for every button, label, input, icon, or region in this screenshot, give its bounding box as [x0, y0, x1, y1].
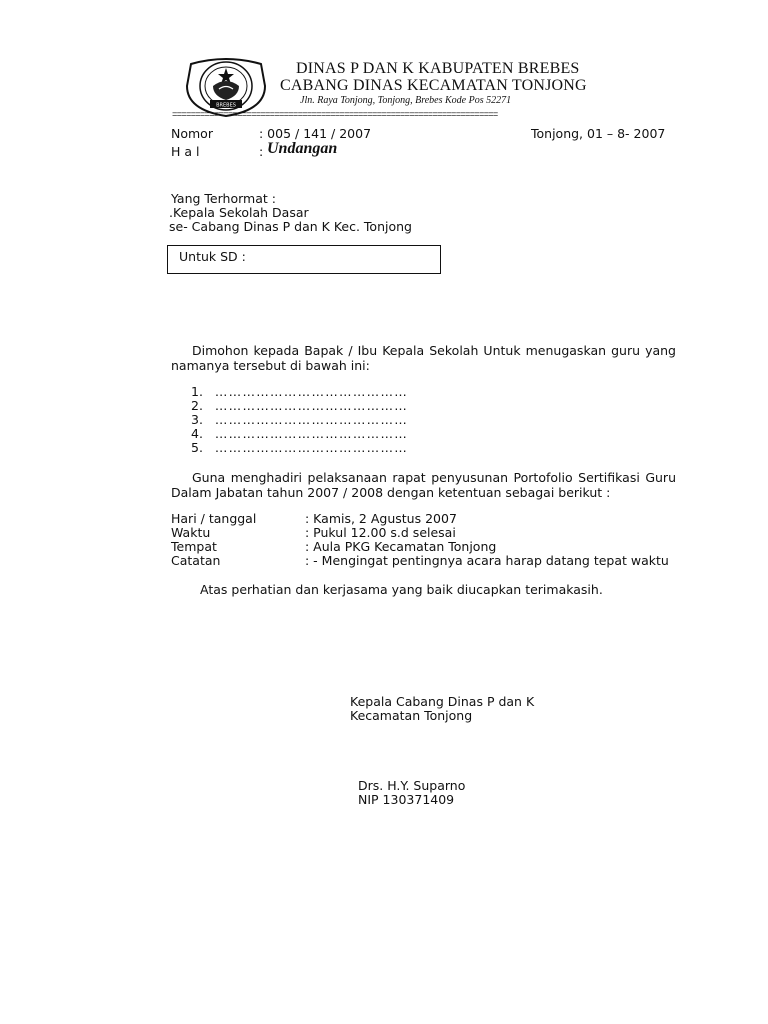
teacher-name-list: [191, 385, 408, 455]
letterhead-double-rule: ======================================================================: [172, 111, 498, 120]
list-item: 1. ……………………………………: [191, 384, 409, 399]
signatory-title-2: Kecamatan Tonjong: [350, 708, 473, 723]
detail-value: : Kamis, 2 Agustus 2007: [305, 511, 457, 526]
detail-label: Tempat: [171, 539, 217, 554]
signatory-name: Drs. H.Y. Suparno: [358, 778, 466, 793]
list-item: 3. ……………………………………: [191, 412, 409, 427]
hal-colon: :: [259, 144, 264, 159]
letterhead-line-1: DINAS P DAN K KABUPATEN BREBES: [296, 60, 580, 77]
detail-label: Catatan: [171, 553, 221, 568]
hal-label: H a l: [171, 144, 200, 159]
school-box-label: Untuk SD :: [179, 249, 246, 264]
letterhead-line-2: CABANG DINAS KECAMATAN TONJONG: [280, 77, 587, 94]
letter-date: Tonjong, 01 – 8- 2007: [531, 126, 666, 141]
list-item: 5. ……………………………………: [191, 440, 409, 455]
school-box: [167, 245, 441, 274]
detail-label: Waktu: [171, 525, 211, 540]
detail-value: : Aula PKG Kecamatan Tonjong: [305, 539, 497, 554]
list-item: 4. ……………………………………: [191, 426, 409, 441]
signatory-title-1: Kepala Cabang Dinas P dan K: [350, 694, 535, 709]
nomor-label: Nomor: [171, 126, 213, 141]
letterhead-address: Jln. Raya Tonjong, Tonjong, Brebes Kode Pos 52271: [300, 95, 512, 106]
paragraph-purpose: Guna menghadiri pelaksanaan rapat penyusunan Portofolio Sertifikasi Guru Dalam Jabatan tahun 2007 / 2008 dengan ketentuan sebagai berikut :: [171, 470, 676, 500]
hal-value: Undangan: [267, 140, 338, 157]
nomor-value: : 005 / 141 / 2007: [259, 126, 372, 141]
paragraph-request: Dimohon kepada Bapak / Ibu Kepala Sekolah Untuk menugaskan guru yang namanya tersebut di bawah ini:: [171, 343, 676, 373]
recipient-line-3: se- Cabang Dinas P dan K Kec. Tonjong: [169, 219, 412, 234]
detail-value: : Pukul 12.00 s.d selesai: [305, 525, 456, 540]
detail-value: : - Mengingat pentingnya acara harap datang tepat waktu: [305, 553, 669, 568]
regency-emblem-logo: [181, 56, 271, 118]
signatory-nip: NIP 130371409: [358, 792, 455, 807]
recipient-line-2: .Kepala Sekolah Dasar: [169, 205, 309, 220]
detail-label: Hari / tanggal: [171, 511, 257, 526]
logo-text: BREBES: [216, 102, 236, 109]
list-item: 2. ……………………………………: [191, 398, 409, 413]
recipient-line-1: Yang Terhormat :: [171, 191, 276, 206]
closing-sentence: Atas perhatian dan kerjasama yang baik diucapkan terimakasih.: [200, 582, 603, 597]
